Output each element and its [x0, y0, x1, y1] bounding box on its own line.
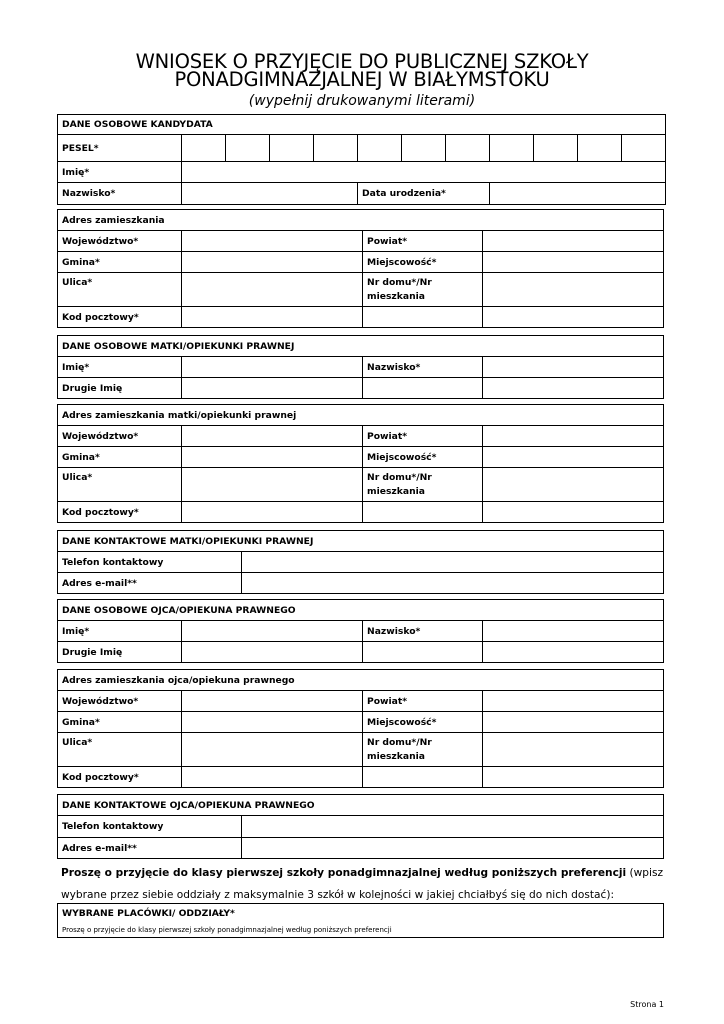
section-heading: DANE KONTAKTOWE MATKI/OPIEKUNKI PRAWNEJ [58, 531, 664, 552]
mother-contact-section [57, 530, 664, 594]
pesel-digit-5[interactable] [358, 135, 402, 162]
birth-date-label: Data urodzenia* [358, 183, 490, 205]
postal-code-label: Kod pocztowy* [58, 767, 182, 788]
email-field[interactable] [242, 838, 664, 859]
candidate-section [57, 114, 666, 205]
locality-label: Miejscowość* [363, 447, 483, 468]
empty-cell [363, 378, 483, 399]
father-last-name-label: Nazwisko* [363, 621, 483, 642]
house-no-field[interactable] [483, 733, 664, 767]
pesel-digit-8[interactable] [490, 135, 534, 162]
phone-field[interactable] [242, 816, 664, 838]
father-first-name-label: Imię* [58, 621, 182, 642]
first-name-label: Imię* [58, 162, 182, 183]
pesel-digit-4[interactable] [314, 135, 358, 162]
mother-section [57, 335, 664, 399]
phone-field[interactable] [242, 552, 664, 573]
commune-label: Gmina* [58, 252, 182, 273]
email-field[interactable] [242, 573, 664, 594]
preferences-box-note: Proszę o przyjęcie do klasy pierwszej szkoły ponadgimnazjalnej według poniższych preferencji [62, 926, 392, 934]
mother-first-name-label: Imię* [58, 357, 182, 378]
empty-cell [363, 767, 483, 788]
phone-label: Telefon kontaktowy [58, 552, 242, 573]
empty-cell [363, 502, 483, 523]
locality-field[interactable] [483, 252, 664, 273]
pesel-digit-6[interactable] [402, 135, 446, 162]
email-label: Adres e-mail** [58, 838, 242, 859]
locality-field[interactable] [483, 447, 664, 468]
pesel-digit-10[interactable] [578, 135, 622, 162]
voivodeship-field[interactable] [182, 231, 363, 252]
section-heading: DANE KONTAKTOWE OJCA/OPIEKUNA PRAWNEGO [58, 795, 664, 816]
street-label: Ulica* [58, 733, 182, 767]
house-no-label: Nr domu*/Nr mieszkania [363, 273, 483, 307]
house-no-label: Nr domu*/Nr mieszkania [363, 733, 483, 767]
section-heading: Adres zamieszkania matki/opiekunki prawnej [58, 405, 664, 426]
father-section [57, 599, 664, 663]
section-heading: DANE OSOBOWE OJCA/OPIEKUNA PRAWNEGO [58, 600, 664, 621]
section-heading: DANE OSOBOWE MATKI/OPIEKUNKI PRAWNEJ [58, 336, 664, 357]
mother-last-name-field[interactable] [483, 357, 664, 378]
birth-date-field[interactable] [490, 183, 666, 205]
preferences-intro [61, 862, 665, 906]
county-label: Powiat* [363, 426, 483, 447]
mother-last-name-label: Nazwisko* [363, 357, 483, 378]
empty-cell [483, 378, 664, 399]
postal-code-field[interactable] [182, 767, 363, 788]
pesel-digit-9[interactable] [534, 135, 578, 162]
street-label: Ulica* [58, 273, 182, 307]
preferences-box-heading: WYBRANE PLACÓWKI/ ODDZIAŁY* [62, 908, 235, 919]
empty-cell [363, 307, 483, 328]
postal-code-label: Kod pocztowy* [58, 307, 182, 328]
last-name-label: Nazwisko* [58, 183, 182, 205]
candidate-address-section [57, 209, 664, 328]
county-label: Powiat* [363, 231, 483, 252]
voivodeship-label: Województwo* [58, 231, 182, 252]
mother-second-name-label: Drugie Imię [58, 378, 182, 399]
empty-cell [483, 642, 664, 663]
mother-second-name-field[interactable] [182, 378, 363, 399]
street-label: Ulica* [58, 468, 182, 502]
phone-label: Telefon kontaktowy [58, 816, 242, 838]
pesel-digit-11[interactable] [622, 135, 666, 162]
street-field[interactable] [182, 733, 363, 767]
house-no-field[interactable] [483, 468, 664, 502]
first-name-field[interactable] [182, 162, 666, 183]
house-no-field[interactable] [483, 273, 664, 307]
postal-code-field[interactable] [182, 502, 363, 523]
locality-field[interactable] [483, 712, 664, 733]
page-subtitle: (wypełnij drukowanymi literami) [248, 93, 476, 109]
empty-cell [483, 767, 664, 788]
house-no-label: Nr domu*/Nr mieszkania [363, 468, 483, 502]
page-number: Strona 1 [630, 1000, 664, 1009]
father-first-name-field[interactable] [182, 621, 363, 642]
preferences-intro-rest: (wpisz wybrane przez siebie oddziały z maksymalnie 3 szkół w kolejności w jakiej chciałbyś się do nich dostać): [61, 867, 664, 901]
mother-address-section [57, 404, 664, 523]
page-title-line2: PONADGIMNAZJALNEJ W BIAŁYMSTOKU [174, 68, 550, 91]
postal-code-field[interactable] [182, 307, 363, 328]
empty-cell [363, 642, 483, 663]
street-field[interactable] [182, 468, 363, 502]
section-heading: Adres zamieszkania [58, 210, 664, 231]
father-second-name-label: Drugie Imię [58, 642, 182, 663]
pesel-digit-7[interactable] [446, 135, 490, 162]
county-field[interactable] [483, 231, 664, 252]
commune-field[interactable] [182, 712, 363, 733]
county-field[interactable] [483, 691, 664, 712]
pesel-label: PESEL* [58, 135, 182, 162]
preferences-field[interactable] [58, 904, 664, 938]
pesel-digit-1[interactable] [182, 135, 226, 162]
voivodeship-label: Województwo* [58, 691, 182, 712]
pesel-digit-3[interactable] [270, 135, 314, 162]
commune-field[interactable] [182, 447, 363, 468]
father-last-name-field[interactable] [483, 621, 664, 642]
email-label: Adres e-mail** [58, 573, 242, 594]
county-field[interactable] [483, 426, 664, 447]
voivodeship-field[interactable] [182, 426, 363, 447]
locality-label: Miejscowość* [363, 712, 483, 733]
empty-cell [483, 307, 664, 328]
voivodeship-label: Województwo* [58, 426, 182, 447]
section-heading: Adres zamieszkania ojca/opiekuna prawnego [58, 670, 664, 691]
mother-first-name-field[interactable] [182, 357, 363, 378]
locality-label: Miejscowość* [363, 252, 483, 273]
father-second-name-field[interactable] [182, 642, 363, 663]
father-address-section [57, 669, 664, 788]
street-field[interactable] [182, 273, 363, 307]
empty-cell [483, 502, 664, 523]
preferences-box [57, 903, 664, 938]
voivodeship-field[interactable] [182, 691, 363, 712]
commune-label: Gmina* [58, 712, 182, 733]
page-title-line1: WNIOSEK O PRZYJĘCIE DO PUBLICZNEJ SZKOŁY [135, 50, 589, 73]
preferences-intro-bold: Proszę o przyjęcie do klasy pierwszej szkoły ponadgimnazjalnej według poniższych preferencji [61, 867, 627, 879]
last-name-field[interactable] [182, 183, 358, 205]
father-contact-section [57, 794, 664, 859]
pesel-digit-2[interactable] [226, 135, 270, 162]
commune-label: Gmina* [58, 447, 182, 468]
section-heading: DANE OSOBOWE KANDYDATA [58, 115, 666, 135]
postal-code-label: Kod pocztowy* [58, 502, 182, 523]
commune-field[interactable] [182, 252, 363, 273]
county-label: Powiat* [363, 691, 483, 712]
